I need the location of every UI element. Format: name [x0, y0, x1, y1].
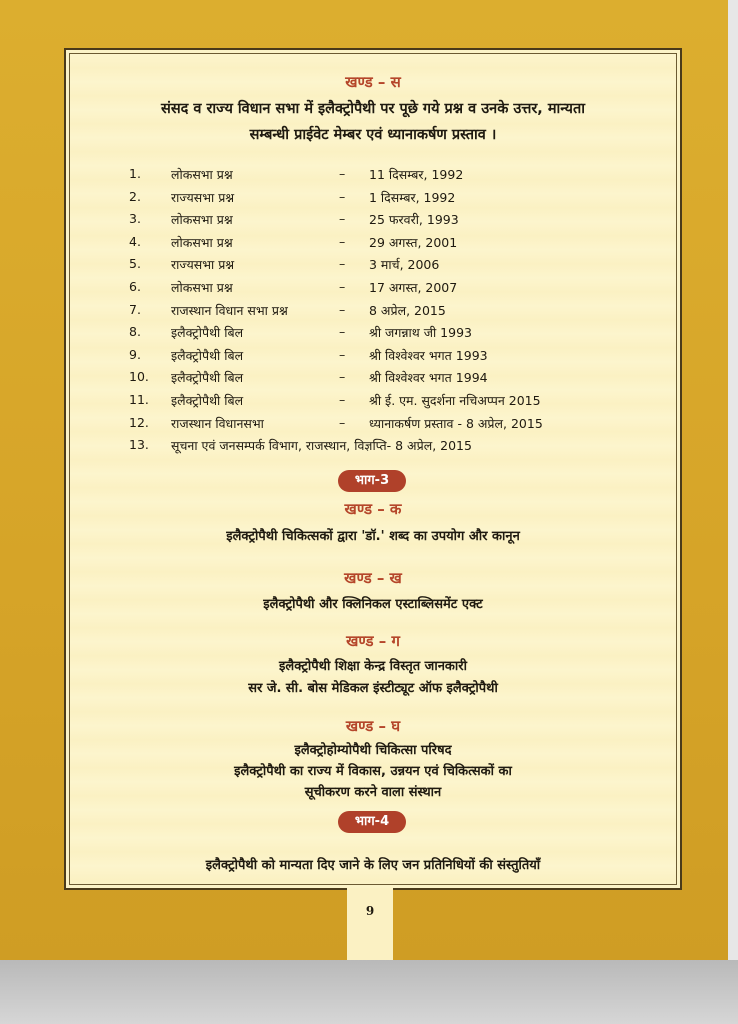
- list-item: 10. इलैक्ट्रोपैथी बिल – श्री विश्वेश्वर भगत 1994: [129, 369, 488, 386]
- scan-bottom-strip: [0, 960, 738, 1024]
- list-item: 3. लोकसभा प्रश्न – 25 फरवरी, 1993: [129, 211, 459, 228]
- section-gha-heading: खण्ड – घ: [345, 717, 401, 735]
- page-edge: [728, 0, 738, 960]
- section-kha-line1: इलैक्ट्रोपैथी और क्लिनिकल एस्टाब्लिसमेंट एक्ट: [263, 597, 483, 612]
- section-gha-line1: इलैक्ट्रोहोम्योपैथी चिकित्सा परिषद: [294, 743, 452, 758]
- part-4-badge: भाग-4: [338, 811, 406, 833]
- list-item: 4. लोकसभा प्रश्न – 29 अगस्त, 2001: [129, 233, 458, 250]
- page-number-box: [347, 888, 393, 960]
- section-gha-line2: इलैक्ट्रोपैथी का राज्य में विकास, उन्नयन एवं चिकित्सकों का: [234, 764, 512, 779]
- section-gha-line3: सूचीकरण करने वाला संस्थान: [304, 785, 442, 800]
- list-item: 11. इलैक्ट्रोपैथी बिल – श्री ई. एम. सुदर्शना नचिअप्पन 2015: [129, 392, 541, 408]
- section-s-title-line2: सम्बन्धी प्राईवेट मेम्बर एवं ध्यानाकर्षण प्रस्ताव ।: [249, 127, 497, 143]
- list-item: 2. राज्यसभा प्रश्न – 1 दिसम्बर, 1992: [129, 188, 456, 205]
- list-item: 5. राज्यसभा प्रश्न – 3 मार्च, 2006: [129, 256, 440, 273]
- section-kha-heading: खण्ड – ख: [344, 569, 402, 587]
- section-ka-line1: इलैक्ट्रोपैथी चिकित्सकों द्वारा 'डॉ.' शब्द का उपयोग और कानून: [226, 529, 520, 544]
- section-ka-heading: खण्ड – क: [344, 500, 402, 518]
- list-item: 1. लोकसभा प्रश्न – 11 दिसम्बर, 1992: [129, 166, 464, 182]
- list-item: 7. राजस्थान विधान सभा प्रश्न – 8 अप्रेल, 2015: [129, 301, 446, 318]
- section-s-title-line1: संसद व राज्य विधान सभा में इलैक्ट्रोपैथी पर पूछे गये प्रश्न व उनके उत्तर, मान्यता: [161, 101, 585, 117]
- list-item: 8. इलैक्ट्रोपैथी बिल – श्री जगन्नाथ जी 1993: [129, 324, 472, 341]
- part-3-badge: भाग-3: [338, 470, 406, 492]
- list-item: 6. लोकसभा प्रश्न – 17 अगस्त, 2007: [129, 279, 458, 295]
- section-ga-line1: इलैक्ट्रोपैथी शिक्षा केन्द्र विस्तृत जानकारी: [279, 659, 467, 674]
- part-4-line1: इलैक्ट्रोपैथी को मान्यता दिए जाने के लिए जन प्रतिनिधियों की संस्तुतियाँ: [205, 858, 541, 873]
- list-item: 13. सूचना एवं जनसम्पर्क विभाग, राजस्थान, विज्ञप्ति- 8 अप्रेल, 2015: [129, 437, 472, 454]
- section-s-heading: खण्ड – स: [345, 73, 401, 91]
- list-item: 12. राजस्थान विधानसभा – ध्यानाकर्षण प्रस्ताव - 8 अप्रेल, 2015: [129, 414, 543, 431]
- page-number: 9: [365, 904, 375, 918]
- list-item: 9. इलैक्ट्रोपैथी बिल – श्री विश्वेश्वर भगत 1993: [129, 346, 488, 363]
- section-ga-line2: सर जे. सी. बोस मेडिकल इंस्टीट्यूट ऑफ इलैक्ट्रोपैथी: [248, 681, 498, 696]
- section-ga-heading: खण्ड – ग: [346, 632, 400, 650]
